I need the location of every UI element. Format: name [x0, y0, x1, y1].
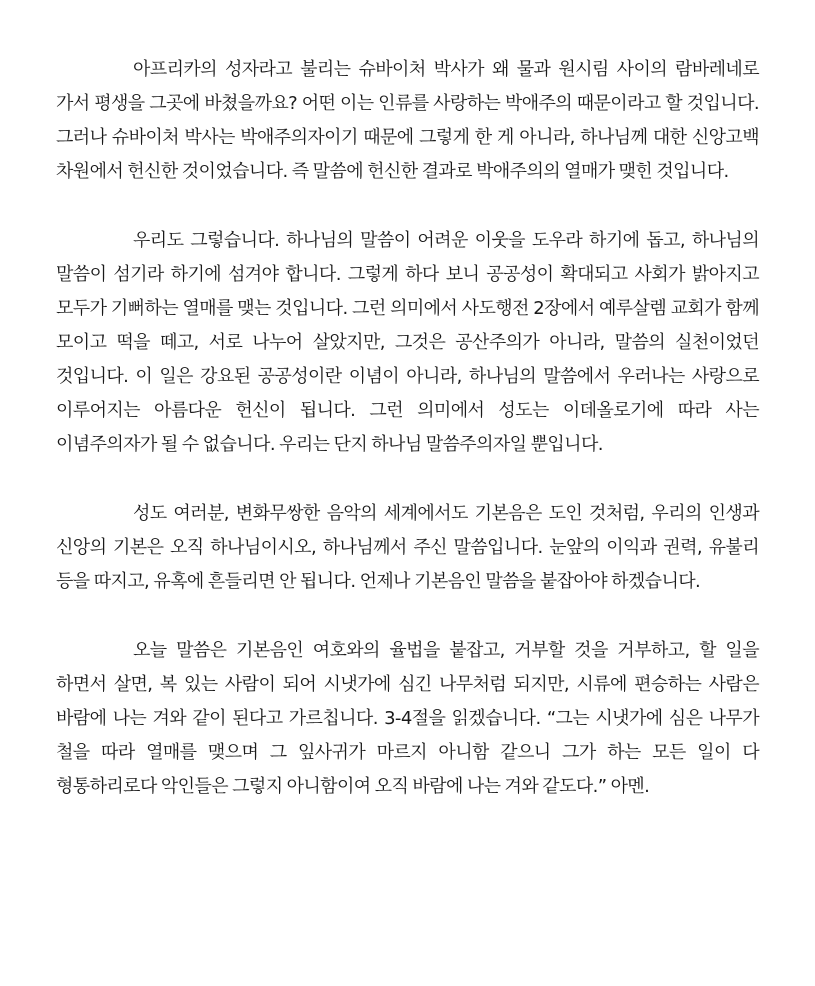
paragraph-word-practice: 우리도 그렇습니다. 하나님의 말씀이 어려운 이웃을 도우라 하기에 돕고, 하나님의 말씀이 섬기라 하기에 섬겨야 합니다. 그렇게 하다 보니 공공성이 확대되고 사회가 밝아지고 모두가 기뻐하는 열매를 맺는 것입니다. 그런 의미에서 사도행전 2장에서 예루살렘 교회가 함께 모이고 떡을 떼고, 서로 나누어 살았지만, 그것은 공산주의가 아니라, 말씀의 실천이었던 것입니다. 이 일은 강요된 공공성이란 이념이 아니라, 하나님의 말씀에서 우러나는 사랑으로 이루어지는 아름다운 헌신이 됩니다. 그런 의미에서 성도는 이데올로기에 따라 사는 이념주의자가 될 수 없습니다. 우리는 단지 하나님 말씀주의자일 뿐입니다.	[56, 230, 759, 455]
paragraph-schweitzer: 아프리카의 성자라고 불리는 슈바이처 박사가 왜 물과 원시림 사이의 람바레네로 가서 평생을 그곳에 바쳤을까요? 어떤 이는 인류를 사랑하는 박애주의 때문이라고 할 것입니다. 그러나 슈바이처 박사는 박애주의자이기 때문에 그렇게 한 게 아니라, 하나님께 대한 신앙고백 차원에서 헌신한 것이었습니다. 즉 말씀에 헌신한 결과로 박애주의의 열매가 맺힌 것입니다.	[56, 59, 759, 182]
sermon-text-body	[56, 53, 759, 804]
paragraph-basic-note: 성도 여러분, 변화무쌍한 음악의 세계에서도 기본음은 도인 것처럼, 우리의 인생과 신앙의 기본은 오직 하나님이시오, 하나님께서 주신 말씀입니다. 눈앞의 이익과 권력, 유불리 등을 따지고, 유혹에 흔들리면 안 됩니다. 언제나 기본음인 말씀을 붙잡아야 하겠습니다.	[56, 503, 759, 592]
paragraph-todays-word: 오늘 말씀은 기본음인 여호와의 율법을 붙잡고, 거부할 것을 거부하고, 할 일을 하면서 살면, 복 있는 사람이 되어 시냇가에 심긴 나무처럼 되지만, 시류에 편승하는 사람은 바람에 나는 겨와 같이 된다고 가르칩니다. 3-4절을 읽겠습니다. “그는 시냇가에 심은 나무가 철을 따라 열매를 맺으며 그 잎사귀가 마르지 아니함 같으니 그가 하는 모든 일이 다 형통하리로다 악인들은 그렇지 아니함이여 오직 바람에 나는 겨와 같도다.” 아멘.	[56, 640, 759, 797]
